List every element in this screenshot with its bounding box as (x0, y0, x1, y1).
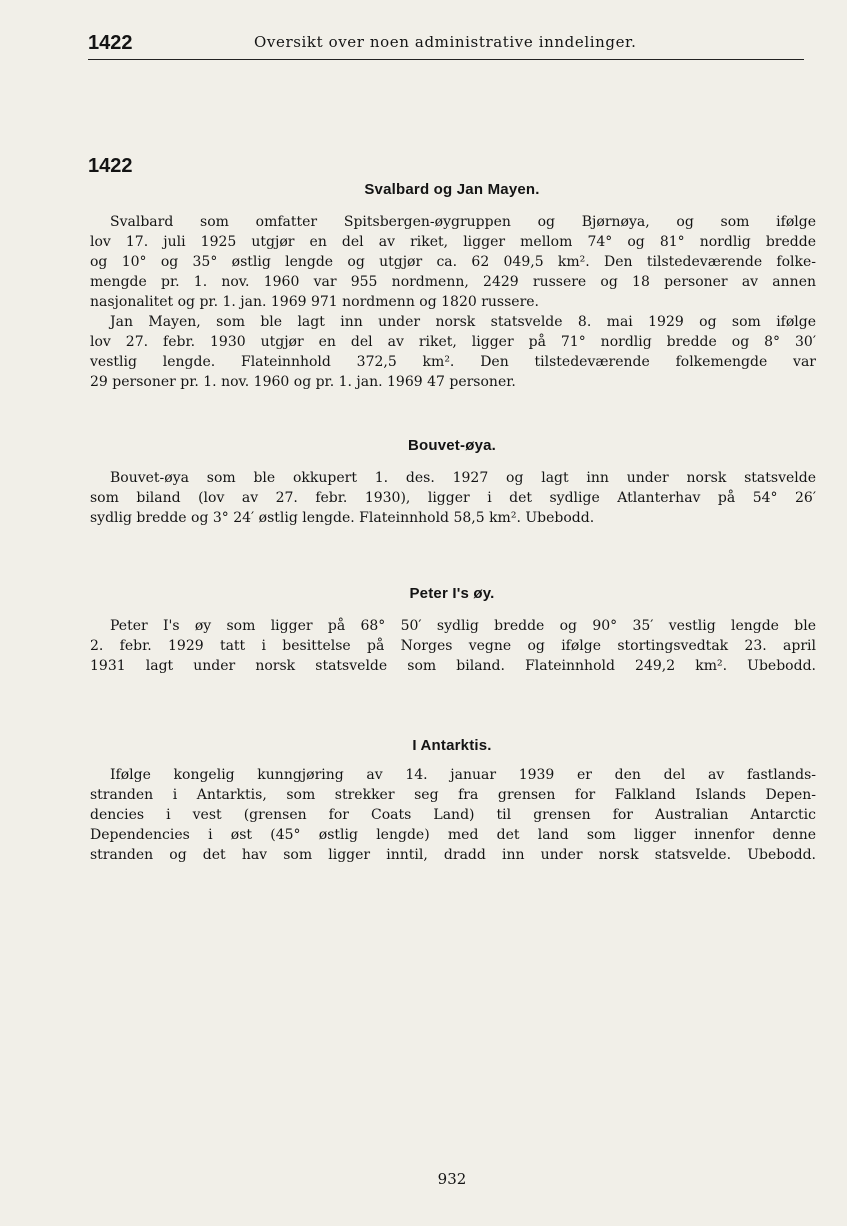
footer-page-number: 932 (437, 1170, 467, 1188)
text-line: dencies i vest (grensen for Coats Land) til grensen for Australian Antarctic (90, 807, 816, 823)
text-line: 1931 lagt under norsk statsvelde som biland. Flateinnhold 249,2 km². Ubebodd. (90, 658, 816, 674)
text-line: vestlig lengde. Flateinnhold 372,5 km². Den tilstedeværende folkemengde var (90, 354, 816, 370)
header-page-number: 1422 (88, 32, 133, 54)
paragraph-bouvet (90, 468, 816, 528)
text-line: lov 27. febr. 1930 utgjør en del av riket, ligger på 71° nordlig bredde og 8° 30′ (90, 334, 816, 350)
text-line: 2. febr. 1929 tatt i besittelse på Norges vegne og ifølge stortingsvedtak 23. april (90, 638, 816, 654)
text-line: sydlig bredde og 3° 24′ østlig lengde. Flateinnhold 58,5 km². Ubebodd. (90, 510, 595, 526)
heading-bouvet: Bouvet-øya. (407, 437, 497, 454)
text-line: nasjonalitet og pr. 1. jan. 1969 971 nordmenn og 1820 russere. (90, 294, 539, 310)
text-line: Svalbard som omfatter Spitsbergen-øygruppen og Bjørnøya, og som ifølge (110, 214, 816, 230)
text-line: Ifølge kongelig kunngjøring av 14. januar 1939 er den del av fastlands- (110, 767, 816, 783)
text-line: Dependencies i øst (45° østlig lengde) med det land som ligger innenfor denne (90, 827, 816, 843)
heading-svalbard: Svalbard og Jan Mayen. (364, 181, 540, 198)
text-line: som biland (lov av 27. febr. 1930), ligger i det sydlige Atlanterhav på 54° 26′ (90, 490, 816, 506)
text-line: stranden og det hav som ligger inntil, dradd inn under norsk statsvelde. Ubebodd. (90, 847, 816, 863)
heading-antarktis: I Antarktis. (412, 737, 492, 754)
section-number: 1422 (88, 155, 133, 177)
paragraph-antarktis (90, 765, 816, 865)
text-line: Bouvet-øya som ble okkupert 1. des. 1927 og lagt inn under norsk statsvelde (110, 470, 816, 486)
running-header (88, 30, 806, 60)
header-title: Oversikt over noen administrative inndelinger. (254, 33, 637, 51)
text-line: 29 personer pr. 1. nov. 1960 og pr. 1. jan. 1969 47 personer. (90, 374, 516, 390)
text-line: Jan Mayen, som ble lagt inn under norsk statsvelde 8. mai 1929 og som ifølge (110, 314, 816, 330)
text-line: mengde pr. 1. nov. 1960 var 955 nordmenn, 2429 russere og 18 personer av annen (90, 274, 816, 290)
text-line: og 10° og 35° østlig lengde og utgjør ca. 62 049,5 km². Den tilstedeværende folke- (90, 254, 816, 270)
paragraph-svalbard (90, 212, 816, 392)
heading-peter-i: Peter I's øy. (409, 585, 495, 602)
text-line: stranden i Antarktis, som strekker seg fra grensen for Falkland Islands Depen- (90, 787, 816, 803)
paragraph-peter-i (90, 616, 816, 676)
header-rule (88, 59, 804, 60)
text-line: lov 17. juli 1925 utgjør en del av riket, ligger mellom 74° og 81° nordlig bredde (90, 234, 816, 250)
text-line: Peter I's øy som ligger på 68° 50′ sydlig bredde og 90° 35′ vestlig lengde ble (110, 618, 816, 634)
